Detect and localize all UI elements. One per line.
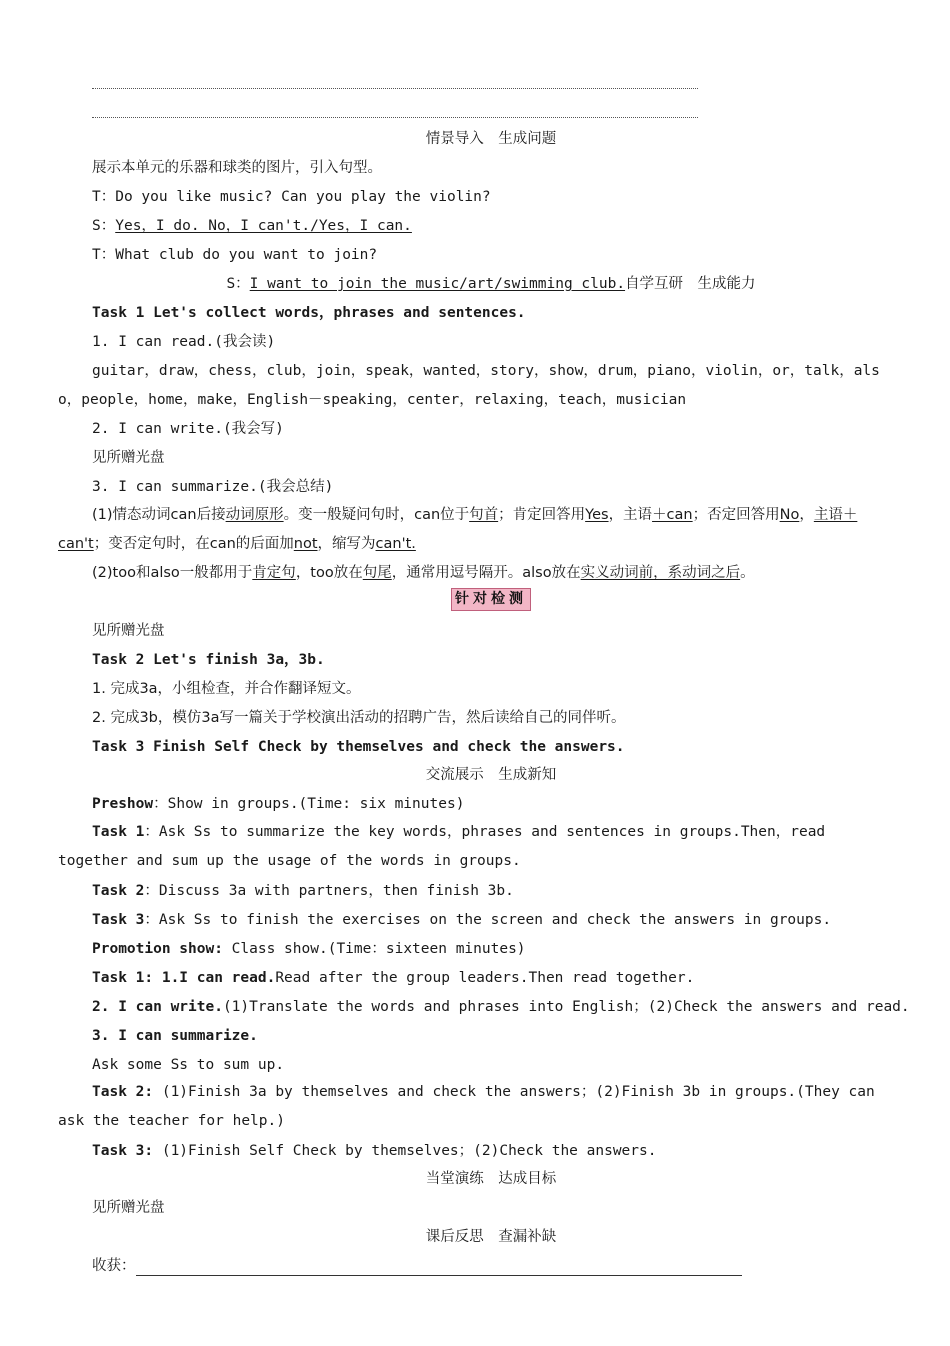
preshow-task3: Task 3：Ask Ss to finish the exercises on the screen and check the answers in groups.	[92, 912, 832, 928]
cd-reference-3: 见所赠光盘	[92, 1200, 165, 1216]
grammar-note-1: (1)情态动词can后接动词原形。变一般疑问句时，can位于句首；肯定回答用Yes，主语＋can；否定回答用No，主语＋can't；变否定句时，在can的后面加not，缩写为can't.	[58, 507, 858, 552]
promotion-task1: Task 1: 1.I can read.Read after the group leaders.Then read together.	[92, 970, 695, 986]
task2-title: Task 2 Let's finish 3a，3b.	[92, 652, 325, 668]
promotion-item-2: 2. I can write.(1)Translate the words and phrases into English；(2)Check the answers and read.	[92, 999, 910, 1015]
section-heading-exchange: 交流展示 生成新知	[425, 767, 557, 783]
harvest-line: 收获：	[92, 1256, 892, 1276]
write-label: 2. I can write.(我会写)	[92, 421, 284, 437]
dotted-rule-2	[92, 117, 698, 118]
task1-title: Task 1 Let's collect words，phrases and sentences.	[92, 305, 526, 321]
task2-step-1: 1. 完成3a，小组检查，并合作翻译短文。	[92, 681, 361, 697]
targeted-test-badge: 针对检测	[451, 588, 531, 611]
preshow-task1: Task 1：Ask Ss to summarize the key words，phrases and sentences in groups.Then，read together and sum up the usage of the words in groups.	[58, 824, 826, 869]
student-answer-1: S：Yes，I do. No，I can't./Yes，I can.	[92, 218, 412, 234]
section-heading-reflection: 课后反思 查漏补缺	[425, 1229, 557, 1245]
promotion-item-3-text: Ask some Ss to sum up.	[92, 1057, 285, 1073]
harvest-answer-line	[136, 1259, 742, 1276]
promotion-show-line: Promotion show: Class show.(Time：sixteen minutes)	[92, 941, 526, 957]
summarize-label: 3. I can summarize.(我会总结)	[92, 479, 334, 495]
promotion-item-3: 3. I can summarize.	[92, 1028, 258, 1044]
task2-step-2: 2. 完成3b，模仿3a写一篇关于学校演出活动的招聘广告，然后读给自己的同伴听。	[92, 710, 626, 726]
teacher-question-1: T：Do you like music? Can you play the violin?	[92, 189, 491, 205]
grammar-note-2: (2)too和also一般都用于肯定句，too放在句尾，通常用逗号隔开。also放在实义动词前，系动词之后。	[92, 565, 755, 581]
words-list: guitar，draw，chess，club，join，speak，wanted，story，show，drum，piano，violin，or，talk，also，people，home，make，English－speaking，center，relaxing，teach，musician	[58, 363, 880, 408]
promotion-task2: Task 2: (1)Finish 3a by themselves and check the answers；(2)Finish 3b in groups.(They can ask the teacher for help.)	[58, 1084, 875, 1129]
student-answer-2: S：I want to join the music/art/swimming club.自学互研 生成能力	[226, 276, 756, 292]
section-heading-practice: 当堂演练 达成目标	[425, 1171, 557, 1187]
read-label: 1. I can read.(我会读)	[92, 334, 276, 350]
preshow-task2: Task 2：Discuss 3a with partners，then finish 3b.	[92, 883, 514, 899]
task3-title: Task 3 Finish Self Check by themselves and check the answers.	[92, 739, 625, 755]
cd-reference-1: 见所赠光盘	[92, 450, 165, 466]
promotion-task3: Task 3: (1)Finish Self Check by themselves；(2)Check the answers.	[92, 1143, 657, 1159]
teacher-question-2: T：What club do you want to join?	[92, 247, 378, 263]
cd-reference-2: 见所赠光盘	[92, 623, 165, 639]
preshow-line: Preshow：Show in groups.(Time: six minutes)	[92, 796, 465, 812]
section-heading-self-study: 自学互研 生成能力	[625, 276, 756, 292]
section-heading-intro: 情景导入 生成问题	[425, 131, 557, 147]
intro-text: 展示本单元的乐器和球类的图片，引入句型。	[92, 160, 382, 176]
dotted-rule-1	[92, 88, 698, 89]
